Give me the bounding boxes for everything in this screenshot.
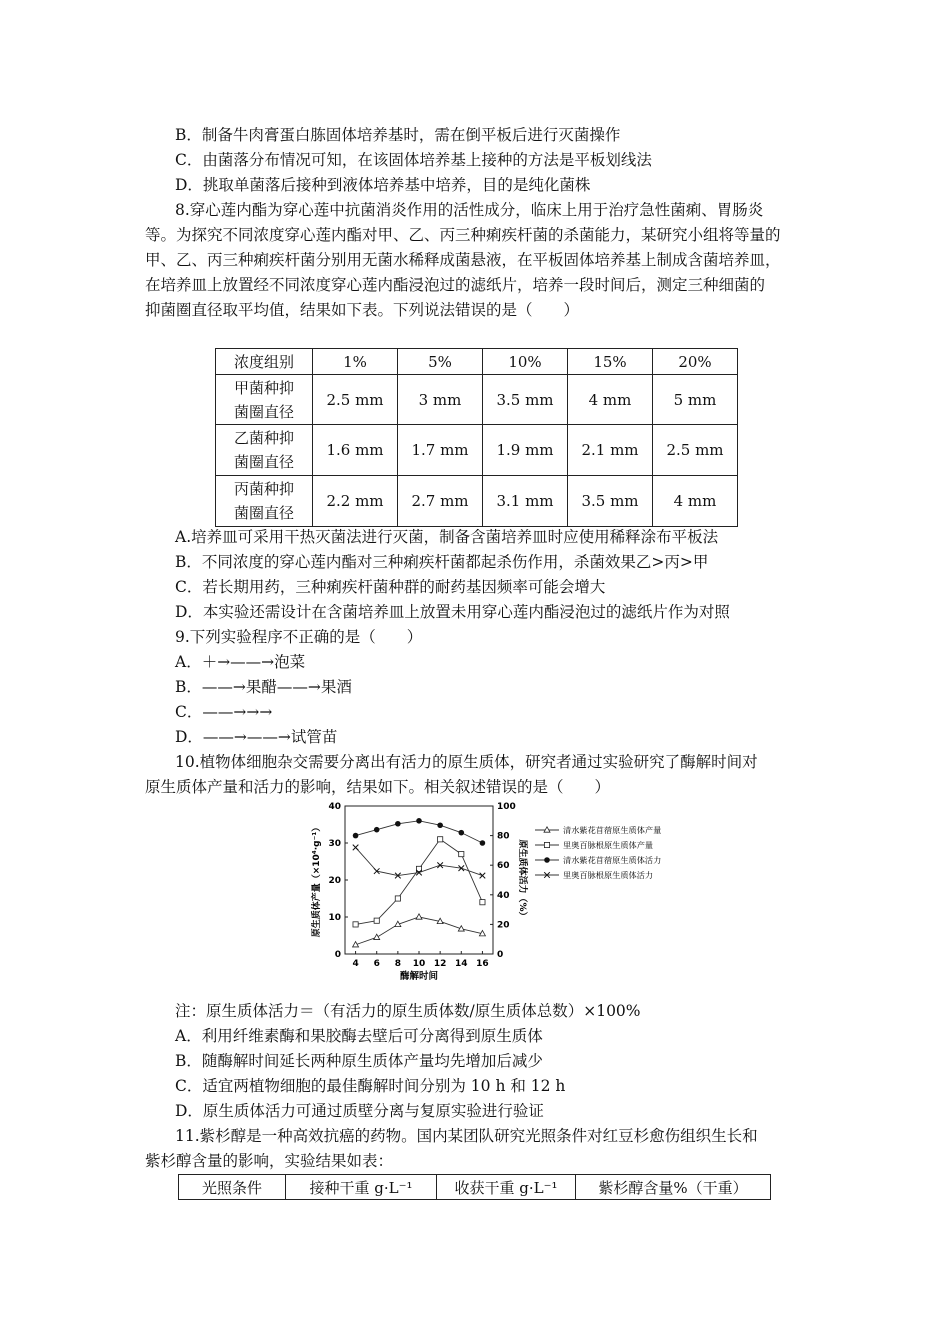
table-cell: 4 mm: [653, 476, 738, 527]
q8-option-d: D．本实验还需设计在含菌培养皿上放置未用穿心莲内酯浸泡过的滤纸片作为对照: [175, 603, 730, 621]
q8-stem-line5: 抑菌圈直径取平均值，结果如下表。下列说法错误的是（ ）: [145, 301, 580, 319]
q8-stem-line2: 等。为探究不同浓度穿心莲内酯对甲、乙、丙三种痢疾杆菌的杀菌能力，某研究小组将等量的: [145, 226, 781, 244]
data-point-circle: [480, 840, 486, 846]
q8-option-c: C．若长期用药，三种痢疾杆菌种群的耐药基因频率可能会增大: [175, 578, 606, 596]
q10-option-a: A．利用纤维素酶和果胶酶去壁后可分离得到原生质体: [175, 1027, 543, 1045]
y-right-tick-label: 20: [497, 920, 510, 931]
q10-option-d: D．原生质体活力可通过质壁分离与复原实验进行验证: [175, 1102, 544, 1120]
table-header-cell: 20%: [653, 349, 738, 375]
table-cell: 2.5 mm: [313, 375, 398, 425]
y-left-tick-label: 0: [334, 950, 341, 960]
table-cell: 1.7 mm: [398, 425, 483, 476]
data-point-cross: [480, 873, 486, 879]
row-label-cell: [216, 476, 313, 527]
q11-stem-line2: 紫杉醇含量的影响，实验结果如表：: [145, 1152, 394, 1170]
q9-stem: 9.下列实验程序不正确的是（ ）: [175, 628, 423, 646]
row-label-line: 菌圈直径: [233, 402, 294, 421]
table-row: [216, 476, 738, 527]
enzymolysis-line-chart: [305, 798, 705, 983]
table-cell: 3.1 mm: [483, 476, 568, 527]
y-right-tick-label: 80: [497, 831, 510, 842]
plot-frame: [345, 806, 493, 954]
table-cell: 1.9 mm: [483, 425, 568, 476]
x-tick-label: 8: [394, 959, 401, 969]
q8-stem-line3: 甲、乙、丙三种痢疾杆菌分别用无菌水稀释成菌悬液，在平板固体培养基上制成含菌培养皿，: [145, 251, 781, 269]
y-left-tick-label: 20: [328, 876, 341, 886]
data-point-circle: [353, 833, 359, 839]
q9-option-a: A．＋→——→泡菜: [175, 653, 306, 671]
row-label-line: 丙菌种抑: [233, 480, 294, 498]
legend-marker-square: [544, 842, 549, 847]
data-point-circle: [458, 830, 464, 836]
y-right-tick-label: 0: [497, 950, 504, 960]
table-cell: 4 mm: [568, 375, 653, 425]
x-axis-label: 酶解时间: [399, 971, 439, 982]
data-point-square: [438, 837, 443, 842]
q7-option-c: C．由菌落分布情况可知，在该固体培养基上接种的方法是平板划线法: [175, 151, 652, 169]
q8-stem-line4: 在培养皿上放置经不同浓度穿心莲内酯浸泡过的滤纸片，培养一段时间后，测定三种细菌的: [145, 276, 766, 294]
data-point-triangle: [374, 934, 380, 939]
table-header-cell: 15%: [568, 349, 653, 375]
row-label-cell: [216, 425, 313, 476]
q9-option-d: D．——→——→试管苗: [175, 728, 338, 746]
q11-data-table: [178, 1174, 771, 1200]
table-header-cell: 光照条件: [179, 1175, 286, 1200]
q11-stem-line1: 11.紫杉醇是一种高效抗癌的药物。国内某团队研究光照条件对红豆杉愈伤组织生长和: [175, 1127, 758, 1145]
y-right-tick-label: 40: [497, 890, 510, 901]
q10-stem-line2: 原生质体产量和活力的影响，结果如下。相关叙述错误的是（ ）: [145, 778, 611, 796]
table-cell: 2.7 mm: [398, 476, 483, 527]
table-cell: 5 mm: [653, 375, 738, 425]
table-row: [216, 425, 738, 476]
q9-option-c: C．——→→→: [175, 703, 273, 721]
table-cell: 2.2 mm: [313, 476, 398, 527]
table-cell: 1.6 mm: [313, 425, 398, 476]
y-left-tick-label: 10: [328, 913, 341, 923]
row-label-line: 菌圈直径: [233, 504, 294, 522]
q10-option-b: B．随酶解时间延长两种原生质体产量均先增加后减少: [175, 1052, 543, 1070]
row-label-line: 甲菌种抑: [233, 378, 294, 397]
x-tick-label: 14: [455, 959, 468, 969]
x-tick-label: 6: [373, 959, 380, 969]
data-point-circle: [395, 821, 401, 827]
y-right-tick-label: 100: [497, 802, 516, 812]
q9-option-b: B．——→果醋——→果酒: [175, 678, 352, 696]
legend-label: 清水紫花苜蓿原生质体产量: [563, 825, 662, 835]
data-point-square: [459, 852, 464, 857]
x-tick-label: 10: [412, 959, 426, 969]
row-label-line: 乙菌种抑: [233, 429, 294, 447]
y-left-tick-label: 30: [328, 839, 341, 849]
data-point-circle: [437, 822, 443, 828]
table-header-cell: 10%: [483, 349, 568, 375]
q8-option-a: A.培养皿可采用干热灭菌法进行灭菌，制备含菌培养皿时应使用稀释涂布平板法: [175, 528, 719, 546]
row-label-cell: [216, 375, 313, 425]
y-right-axis-label: 原生质体活力（%）: [517, 839, 527, 921]
y-right-tick-label: 60: [497, 861, 510, 872]
table-cell: 2.1 mm: [568, 425, 653, 476]
y-left-axis-label: 原生质体产量（×10⁴·g⁻¹）: [312, 822, 322, 938]
table-header-cell: 收获干重 g·L⁻¹: [437, 1175, 576, 1200]
table-cell: 2.5 mm: [653, 425, 738, 476]
table-cell: 3.5 mm: [568, 476, 653, 527]
legend-label: 里奥百脉根原生质体产量: [563, 840, 654, 850]
data-point-square: [395, 896, 400, 901]
table-row: [216, 375, 738, 425]
data-point-square: [374, 918, 379, 923]
data-point-square: [480, 900, 485, 905]
table-header-row: [179, 1175, 771, 1200]
data-point-circle: [416, 818, 422, 824]
legend-marker-circle: [544, 857, 550, 863]
data-point-triangle: [416, 914, 422, 919]
q8-option-b: B．不同浓度的穿心莲内酯对三种痢疾杆菌都起杀伤作用，杀菌效果乙>丙>甲: [175, 553, 709, 571]
q10-stem-line1: 10.植物体细胞杂交需要分离出有活力的原生质体，研究者通过实验研究了酶解时间对: [175, 753, 758, 771]
x-tick-label: 4: [352, 959, 359, 969]
q8-stem-line1: 8.穿心莲内酯为穿心莲中抗菌消炎作用的活性成分，临床上用于治疗急性菌痢、胃肠炎: [175, 201, 764, 219]
y-left-tick-label: 40: [328, 802, 341, 812]
row-label-line: 菌圈直径: [233, 453, 294, 471]
legend-marker-triangle: [544, 827, 550, 832]
data-point-square: [353, 922, 358, 927]
table-header-cell: 接种干重 g·L⁻¹: [286, 1175, 437, 1200]
x-tick-label: 12: [433, 959, 447, 969]
table-header-cell: 浓度组别: [216, 349, 313, 375]
q10-option-c: C．适宜两植物细胞的最佳酶解时间分别为 10 h 和 12 h: [175, 1077, 566, 1095]
table-header-cell: 1%: [313, 349, 398, 375]
table-header-cell: 5%: [398, 349, 483, 375]
table-cell: 3.5 mm: [483, 375, 568, 425]
q7-option-d: D．挑取单菌落后接种到液体培养基中培养，目的是纯化菌株: [175, 176, 591, 194]
table-header-cell: 紫杉醇含量%（干重）: [576, 1175, 771, 1200]
q8-data-table: [215, 348, 738, 527]
data-point-circle: [374, 827, 380, 833]
x-tick-label: 16: [476, 959, 489, 969]
legend-label: 里奥百脉根原生质体活力: [563, 870, 654, 880]
table-header-row: [216, 349, 738, 375]
q7-option-b: B．制备牛肉膏蛋白胨固体培养基时，需在倒平板后进行灭菌操作: [175, 126, 621, 144]
table-cell: 3 mm: [398, 375, 483, 425]
q10-note: 注：原生质体活力＝（有活力的原生质体数/原生质体总数）×100%: [175, 1002, 641, 1020]
data-point-cross: [353, 845, 359, 851]
legend-label: 清水紫花苜蓿原生质体活力: [563, 855, 662, 865]
